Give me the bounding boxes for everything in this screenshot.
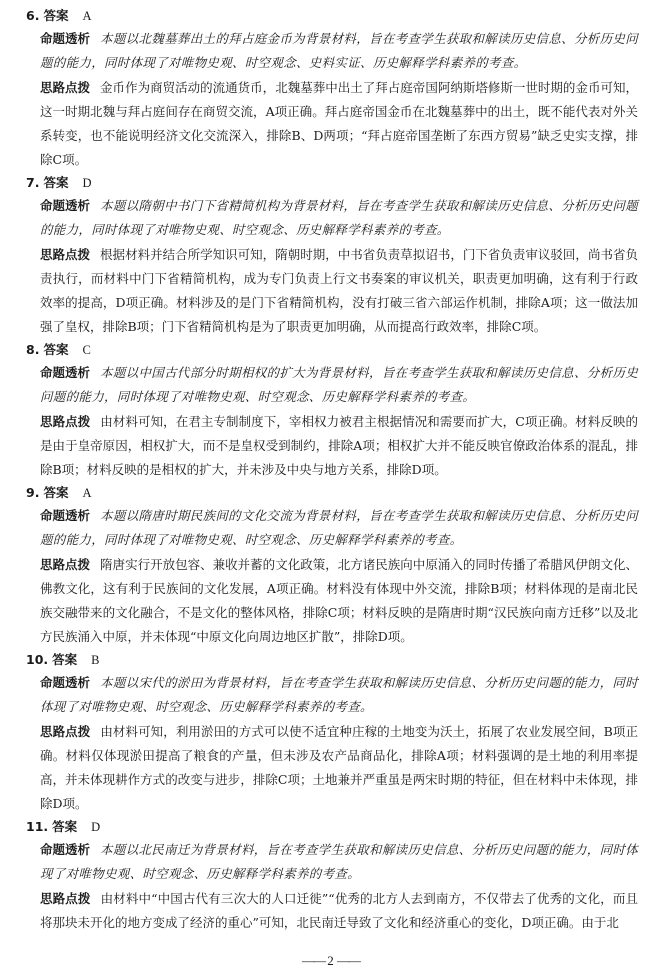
answer-letter: A bbox=[82, 486, 92, 500]
analysis-text: 本题以中国古代部分时期相权的扩大为背景材料，旨在考查学生获取和解读历史信息、分析历史问题的能力，同时体现了对唯物史观、时空观念、历史解释学科素养的考查。 bbox=[40, 365, 638, 404]
question-block-10 bbox=[26, 650, 638, 816]
answer-letter: D bbox=[91, 820, 101, 834]
analysis-paragraph bbox=[40, 27, 638, 75]
hint-paragraph bbox=[40, 410, 638, 482]
analysis-label: 命题透析 bbox=[40, 508, 91, 523]
hint-paragraph bbox=[40, 243, 638, 339]
question-header bbox=[26, 483, 638, 503]
analysis-paragraph bbox=[40, 838, 638, 886]
answer-letter: B bbox=[91, 653, 100, 667]
footer-left-dash: —— bbox=[302, 953, 324, 968]
question-header bbox=[26, 6, 638, 26]
answer-label: 答案 bbox=[43, 485, 69, 500]
hint-text: 由材料可知，在君主专制制度下，宰相权力被君主根据情况和需要而扩大，C项正确。材料反映的是由于皇帝原因，相权扩大，而不是皇权受到制约，排除A项；相权扩大并不能反映官僚政治体系的混乱，排除B项；材料反映的是相权的扩大，并未涉及中央与地方关系，排除D项。 bbox=[40, 414, 638, 477]
hint-text: 根据材料并结合所学知识可知，隋朝时期，中书省负责草拟诏书，门下省负责审议驳回，尚书省负责执行，而材料中门下省精简机构，成为专门负责上行文书奏案的审议机关，职责更加明确，这有利于行政效率的提高，D项正确。材料涉及的是门下省精简机构，没有打破三省六部运作机制，排除A项；这一做法加强了皇权，排除B项；门下省精简机构是为了职责更加明确，从而提高行政效率，排除C项。 bbox=[40, 247, 638, 334]
analysis-label: 命题透析 bbox=[40, 842, 91, 857]
analysis-label: 命题透析 bbox=[40, 31, 91, 46]
footer-right-dash: —— bbox=[337, 953, 359, 968]
analysis-text: 本题以北民南迁为背景材料，旨在考查学生获取和解读历史信息、分析历史问题的能力，同时体现了对唯物史观、时空观念、历史解释学科素养的考查。 bbox=[40, 842, 638, 881]
analysis-text: 本题以宋代的淤田为背景材料，旨在考查学生获取和解读历史信息、分析历史问题的能力，同时体现了对唯物史观、时空观念、历史解释学科素养的考查。 bbox=[40, 675, 638, 714]
hint-label: 思路点拨 bbox=[40, 891, 91, 906]
analysis-label: 命题透析 bbox=[40, 675, 91, 690]
question-block-9 bbox=[26, 483, 638, 649]
analysis-paragraph bbox=[40, 504, 638, 552]
question-block-6 bbox=[26, 6, 638, 172]
answer-letter: A bbox=[82, 9, 92, 23]
hint-text: 金币作为商贸活动的流通货币，北魏墓葬中出土了拜占庭帝国阿纳斯塔修斯一世时期的金币可知，这一时期北魏与拜占庭间存在商贸交流，A项正确。拜占庭帝国金币在北魏墓葬中的出土，既不能代表对外关系转变，也不能说明经济文化交流深入，排除B、D两项；“拜占庭帝国垄断了东西方贸易”缺乏史实支撑，排除C项。 bbox=[40, 80, 638, 167]
analysis-label: 命题透析 bbox=[40, 198, 91, 213]
question-number: 10. bbox=[26, 652, 49, 667]
hint-paragraph bbox=[40, 887, 638, 935]
question-header bbox=[26, 173, 638, 193]
analysis-text: 本题以北魏墓葬出土的拜占庭金币为背景材料，旨在考查学生获取和解读历史信息、分析历史问题的能力，同时体现了对唯物史观、时空观念、史料实证、历史解释学科素养的考查。 bbox=[40, 31, 638, 70]
question-block-7 bbox=[26, 173, 638, 339]
hint-label: 思路点拨 bbox=[40, 247, 91, 262]
question-block-8 bbox=[26, 340, 638, 482]
answer-label: 答案 bbox=[43, 8, 69, 23]
hint-text: 由材料中“中国古代有三次大的人口迁徙”“优秀的北方人去到南方，不仅带去了优秀的文化，而且将那块未开化的地方变成了经济的重心”可知，北民南迁导致了文化和经济重心的变化，D项正确。由于北 bbox=[40, 891, 638, 930]
question-number: 11. bbox=[26, 819, 49, 834]
answer-sheet-page bbox=[26, 6, 638, 936]
analysis-paragraph bbox=[40, 361, 638, 409]
question-header bbox=[26, 340, 638, 360]
page-footer bbox=[0, 953, 661, 969]
hint-text: 隋唐实行开放包容、兼收并蓄的文化政策，北方诸民族向中原涌入的同时传播了希腊风伊朗文化、佛教文化，这有利于民族间的文化发展，A项正确。材料没有体现中外交流，排除B项；材料体现的是南北民族交融带来的文化融合，不是文化的整体风格，排除C项；材料反映的是隋唐时期“汉民族向南方迁移”以及北方民族涌入中原，并未体现“中原文化向周边地区扩散”，排除D项。 bbox=[40, 557, 638, 644]
question-number: 6. bbox=[26, 8, 40, 23]
hint-label: 思路点拨 bbox=[40, 80, 91, 95]
hint-paragraph bbox=[40, 553, 638, 649]
hint-label: 思路点拨 bbox=[40, 414, 91, 429]
analysis-paragraph bbox=[40, 194, 638, 242]
question-number: 9. bbox=[26, 485, 40, 500]
answer-label: 答案 bbox=[43, 342, 69, 357]
question-block-11 bbox=[26, 817, 638, 935]
answer-letter: D bbox=[82, 176, 92, 190]
page-number: 2 bbox=[327, 953, 334, 968]
hint-paragraph bbox=[40, 76, 638, 172]
analysis-text: 本题以隋朝中书门下省精简机构为背景材料，旨在考查学生获取和解读历史信息、分析历史问题的能力，同时体现了对唯物史观、时空观念、历史解释学科素养的考查。 bbox=[40, 198, 638, 237]
hint-text: 由材料可知，利用淤田的方式可以使不适宜种庄稼的土地变为沃土，拓展了农业发展空间，B项正确。材料仅体现淤田提高了粮食的产量，但未涉及农产品商品化，排除A项；材料强调的是土地的利用率提高，并未体现耕作方式的改变与进步，排除C项；土地兼并严重虽是两宋时期的特征，但在材料中未体现，排除D项。 bbox=[40, 724, 638, 811]
hint-label: 思路点拨 bbox=[40, 724, 91, 739]
answer-label: 答案 bbox=[52, 652, 78, 667]
analysis-paragraph bbox=[40, 671, 638, 719]
question-header bbox=[26, 817, 638, 837]
answer-label: 答案 bbox=[43, 175, 69, 190]
hint-paragraph bbox=[40, 720, 638, 816]
analysis-text: 本题以隋唐时期民族间的文化交流为背景材料，旨在考查学生获取和解读历史信息、分析历史问题的能力，同时体现了对唯物史观、时空观念、历史解释学科素养的考查。 bbox=[40, 508, 638, 547]
hint-label: 思路点拨 bbox=[40, 557, 91, 572]
question-number: 7. bbox=[26, 175, 40, 190]
answer-label: 答案 bbox=[52, 819, 78, 834]
question-header bbox=[26, 650, 638, 670]
analysis-label: 命题透析 bbox=[40, 365, 91, 380]
answer-letter: C bbox=[82, 343, 91, 357]
question-number: 8. bbox=[26, 342, 40, 357]
